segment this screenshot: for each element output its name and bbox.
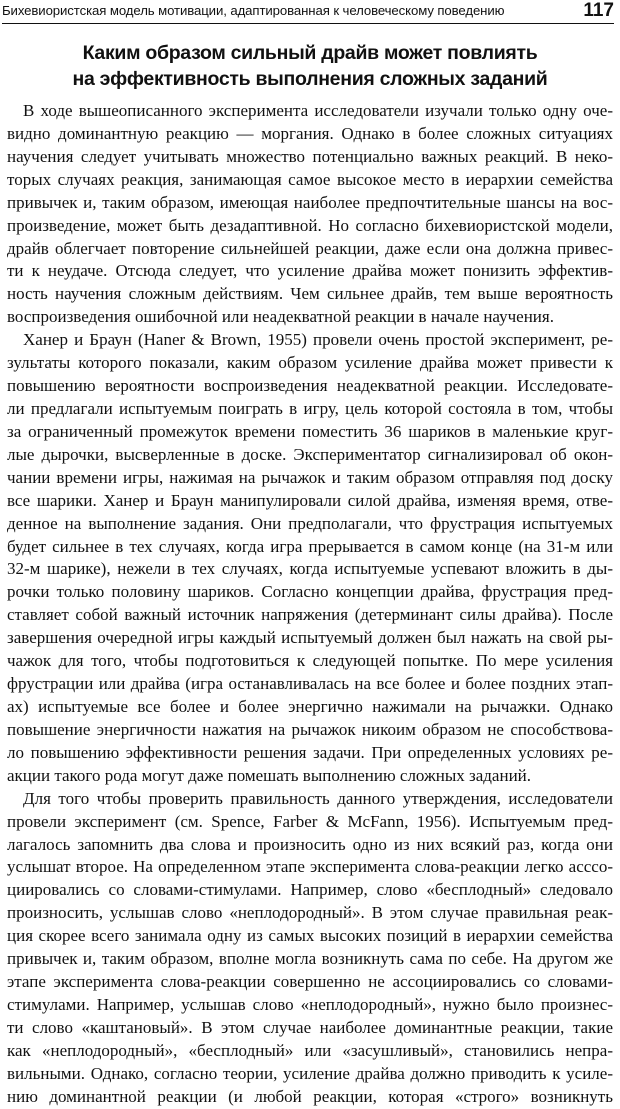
section-heading [0,40,620,92]
paragraph-3-line: провели эксперимент (см. Spence, Farber & McFann, 1956). Испытуемым пред- [7,811,613,831]
paragraph-2-line: повышению вероятности воспроизведения неадекватной реакции. Исследовате- [7,376,613,396]
paragraph-2-line: за ограниченный промежуток времени поместить 36 шариков в маленькие круг- [7,421,613,441]
paragraph-2-line: акции такого рода могут даже помешать выполнению сложных заданий. [7,765,532,785]
running-head [2,1,614,24]
paragraph-1-line: видно доминантную реакцию — моргания. Однако в более сложных ситуациях [7,123,613,143]
paragraph-2-line: чании времени игры, нажимая на рычажок и таким образом отправляя под доску [7,467,613,487]
section-heading-line-2: на эффективность выполнения сложных заданий [72,68,548,90]
paragraph-2-line: Ханер и Браун (Haner & Brown, 1955) провели очень простой эксперимент, ре- [23,330,613,350]
paragraph-3-line: лагалось запомнить два слова и произносить одно из них всякий раз, когда они [7,834,613,854]
paragraph-1-line: В ходе вышеописанного эксперимента исследователи изучали только одну оче- [23,101,613,120]
paragraph-3-line: ция скорее всего занимала одну из самых высоких позиций в иерархии семейства [7,926,613,946]
section-heading-line-1: Каким образом сильный драйв может повлиять [82,42,538,64]
paragraph-3-line: привычек и, таким образом, вполне могла возникнуть сама по себе. На другом же [7,949,613,969]
paragraph-1-line: привычек и, таким образом, имеющая наиболее предпочтительные шансы на вос- [7,192,613,212]
paragraph-2-line: будет сильнее в тех случаях, когда игра прерывается в самом конце (на 31-м или [7,536,613,556]
paragraph-3-line: вильными. Однако, согласно теории, усиление драйва должно приводить к усиле- [7,1063,613,1083]
paragraph-3-line: нию доминантной реакции (и любой реакции, которая «строго» возникнуть [7,1086,613,1106]
paragraph-1-line: научения следует учитывать множество потенциально важных реакций. В неко- [7,146,613,166]
paragraph-3-line: ти слово «каштановый». В этом случае наиболее доминантные реакции, такие [7,1017,613,1037]
paragraph-2-line: лые дырочки, высверленные в доске. Экспериментатор сигнализировал об окон- [7,444,613,464]
paragraph-3-line: услышат второе. На определенном этапе эксперимента слова-реакции легко асссо- [7,857,613,877]
paragraph-2-line: повышение энергичности нажатия на рычажок никоим образом не способствова- [7,719,613,739]
page-number: 117 [583,0,614,21]
paragraph-2-line: ли предлагали испытуемым поиграть в игру, цель которой состояла в том, чтобы [7,398,613,418]
paragraph-1-line: ти к неудаче. Отсюда следует, что усиление драйва может понизить эффектив- [7,261,613,281]
paragraph-3-line: циировались со словами-стимулами. Например, слово «бесплодный» следовало [7,880,613,900]
paragraph-3-line: произносить, услышав слово «неплодородный». В этом случае правильная реак- [7,903,613,923]
running-head-title: Бихевиористская модель мотивации, адаптированная к человеческому поведению [2,3,505,18]
body-text [7,100,613,1109]
paragraph-1-line: воспроизведения ошибочной или неадекватной реакции в начале научения. [7,307,554,327]
paragraph-2-line: чажок для того, чтобы подготовиться к следующей попытке. По мере усиления [7,651,613,671]
paragraph-3-line: как «неплодородный», «бесплодный» или «засушливый», становились непра- [7,1040,613,1060]
paragraph-2-line: зультаты которого показали, каким образом усиление драйва может привести к [7,353,613,373]
paragraph-2-line: все шарики. Ханер и Браун манипулировали силой драйва, изменяя время, отве- [7,490,613,510]
paragraph-1-line: драйв облегчает повторение сильнейшей реакции, даже если она должна привес- [7,238,613,258]
paragraph-2-line: ставляет собой важный источник напряжения (детерминант силы драйва). После [7,605,613,625]
paragraph-3-line: Для того чтобы проверить правильность данного утверждения, исследователи [23,788,613,808]
paragraph-1-line: торых случаях реакция, занимающая самое высокое место в иерархии семейства [7,169,613,189]
paragraph-2-line: ах) испытуемые все более и более энергично нажимали на рычажки. Однако [7,696,613,716]
paragraph-2-line: денное на выполнение задания. Они предполагали, что фрустрация испытуемых [7,513,613,533]
paragraph-2-line: завершения очередной игры каждый испытуемый должен был нажать на свой ры- [7,628,613,648]
paragraph-1-line: произведение, может быть дезадаптивной. Но согласно бихевиористской модели, [7,215,613,235]
paragraph-3-line: этапе эксперимента слова-реакции совершенно не ассоциировались со словами- [7,972,613,992]
paragraph-2-line: ло повышению эффективности решения задачи. При определенных условиях ре- [7,742,613,762]
paragraph-1-line: ность научения сложным действиям. Чем сильнее драйв, тем выше вероятность [7,284,613,304]
paragraph-3-line: стимулами. Например, услышав слово «неплодородный», нужно было произнес- [7,994,613,1014]
paragraph-2-line: фрустрации или драйва (игра останавливалась на все более и более поздних этап- [7,674,613,694]
paragraph-2-line: 32-м шарике), нежели в тех случаях, когда испытуемые успевают вложить в ды- [7,559,613,579]
paragraph-2-line: рочки только половину шариков. Согласно концепции драйва, фрустрация пред- [7,582,613,602]
